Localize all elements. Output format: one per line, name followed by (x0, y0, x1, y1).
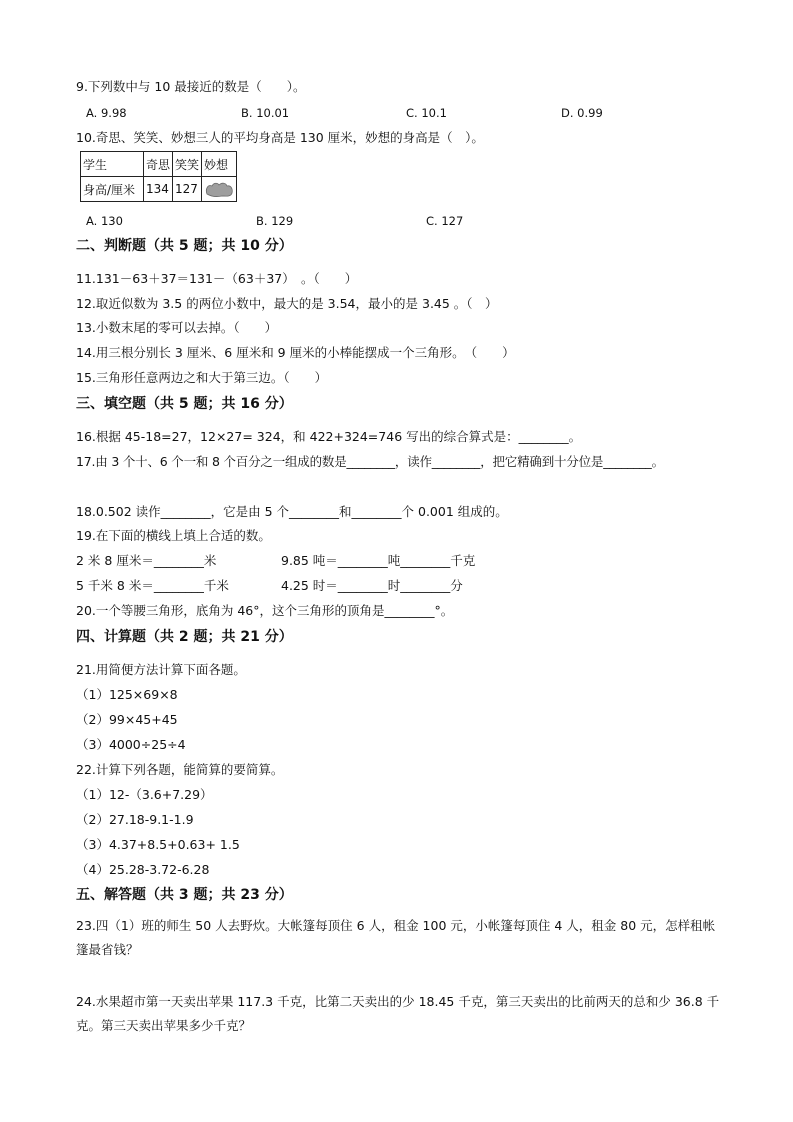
table-header-student: 学生 (81, 152, 144, 177)
q22-item-1: （1）12-（3.6+7.29） (76, 787, 213, 802)
section-4-title: 四、计算题（共 2 题；共 21 分） (76, 629, 293, 645)
table-header-qisi: 奇思 (144, 152, 173, 177)
q24-text: 24.水果超市第一天卖出苹果 117.3 千克，比第二天卖出的少 18.45 千克，第三天卖出的比前两天的总和少 36.8 千克。第三天卖出苹果多少千克？ (76, 994, 720, 1033)
q17-text: 17.由 3 个十、6 个一和 8 个百分之一组成的数是________，读作________，把它精确到十分位是________。 (76, 454, 664, 469)
section-5-title: 五、解答题（共 3 题；共 23 分） (76, 887, 293, 903)
q10-option-a: A. 130 (86, 214, 123, 228)
q10-option-b: B. 129 (256, 214, 294, 228)
q19-text: 19.在下面的横线上填上合适的数。 (76, 528, 271, 543)
q22-item-2: （2）27.18-9.1-1.9 (76, 812, 194, 827)
table-header-xiaoxiao: 笑笑 (173, 152, 202, 177)
q9-option-b: B. 10.01 (241, 106, 290, 120)
q11-text: 11.131－63＋37＝131－（63＋37） 。（ ） (76, 271, 358, 286)
q9-option-d: D. 0.99 (561, 106, 603, 120)
table-cell-qisi-height: 134 (144, 177, 173, 202)
q10-option-c: C. 127 (426, 214, 464, 228)
table-row-label: 身高/厘米 (81, 177, 144, 202)
q13-text: 13.小数末尾的零可以去掉。（ ） (76, 320, 278, 335)
q19-row-1-left: 2 米 8 厘米＝________米 (76, 553, 217, 568)
q19-row-2-right: 4.25 时＝________时________分 (281, 578, 463, 593)
ink-blot-image (204, 180, 234, 198)
q12-text: 12.取近似数为 3.5 的两位小数中，最大的是 3.54，最小的是 3.45 。（ ） (76, 296, 498, 311)
q19-row-1-right: 9.85 吨＝________吨________千克 (281, 553, 476, 568)
section-2-title: 二、判断题（共 5 题；共 10 分） (76, 238, 293, 254)
q16-text: 16.根据 45-18=27，12×27= 324，和 422+324=746 写出的综合算式是：________。 (76, 429, 582, 444)
q9-option-a: A. 9.98 (86, 106, 127, 120)
q21-item-2: （2）99×45+45 (76, 712, 178, 727)
q19-row-2-left: 5 千米 8 米＝________千米 (76, 578, 229, 593)
q22-item-3: （3）4.37+8.5+0.63+ 1.5 (76, 837, 240, 852)
section-3-title: 三、填空题（共 5 题；共 16 分） (76, 396, 293, 412)
q20-text: 20.一个等腰三角形，底角为 46°，这个三角形的顶角是________°。 (76, 603, 454, 618)
q21-item-1: （1）125×69×8 (76, 687, 178, 702)
q9-option-c: C. 10.1 (406, 106, 447, 120)
q22-item-4: （4）25.28-3.72-6.28 (76, 862, 210, 877)
q22-text: 22.计算下列各题，能简算的要简算。 (76, 762, 284, 777)
q18-text: 18.0.502 读作________，它是由 5 个________和________个 0.001 组成的。 (76, 504, 508, 519)
height-table (80, 151, 237, 202)
q15-text: 15.三角形任意两边之和大于第三边。（ ） (76, 370, 328, 385)
q14-text: 14.用三根分别长 3 厘米、6 厘米和 9 厘米的小棒能摆成一个三角形。 （ ） (76, 345, 515, 360)
q9-text: 9.下列数中与 10 最接近的数是（ ）。 (76, 79, 306, 94)
q21-text: 21.用简便方法计算下面各题。 (76, 662, 246, 677)
q10-text: 10.奇思、笑笑、妙想三人的平均身高是 130 厘米，妙想的身高是（ ）。 (76, 130, 484, 145)
q21-item-3: （3）4000÷25÷4 (76, 737, 186, 752)
table-cell-xiaoxiao-height: 127 (173, 177, 202, 202)
table-header-miaoxiang: 妙想 (202, 152, 237, 177)
table-cell-miaoxiang-hidden (202, 177, 237, 202)
q23-text: 23.四（1）班的师生 50 人去野炊。大帐篷每顶住 6 人，租金 100 元，小帐篷每顶住 4 人，租金 80 元，怎样租帐篷最省钱？ (76, 918, 716, 957)
